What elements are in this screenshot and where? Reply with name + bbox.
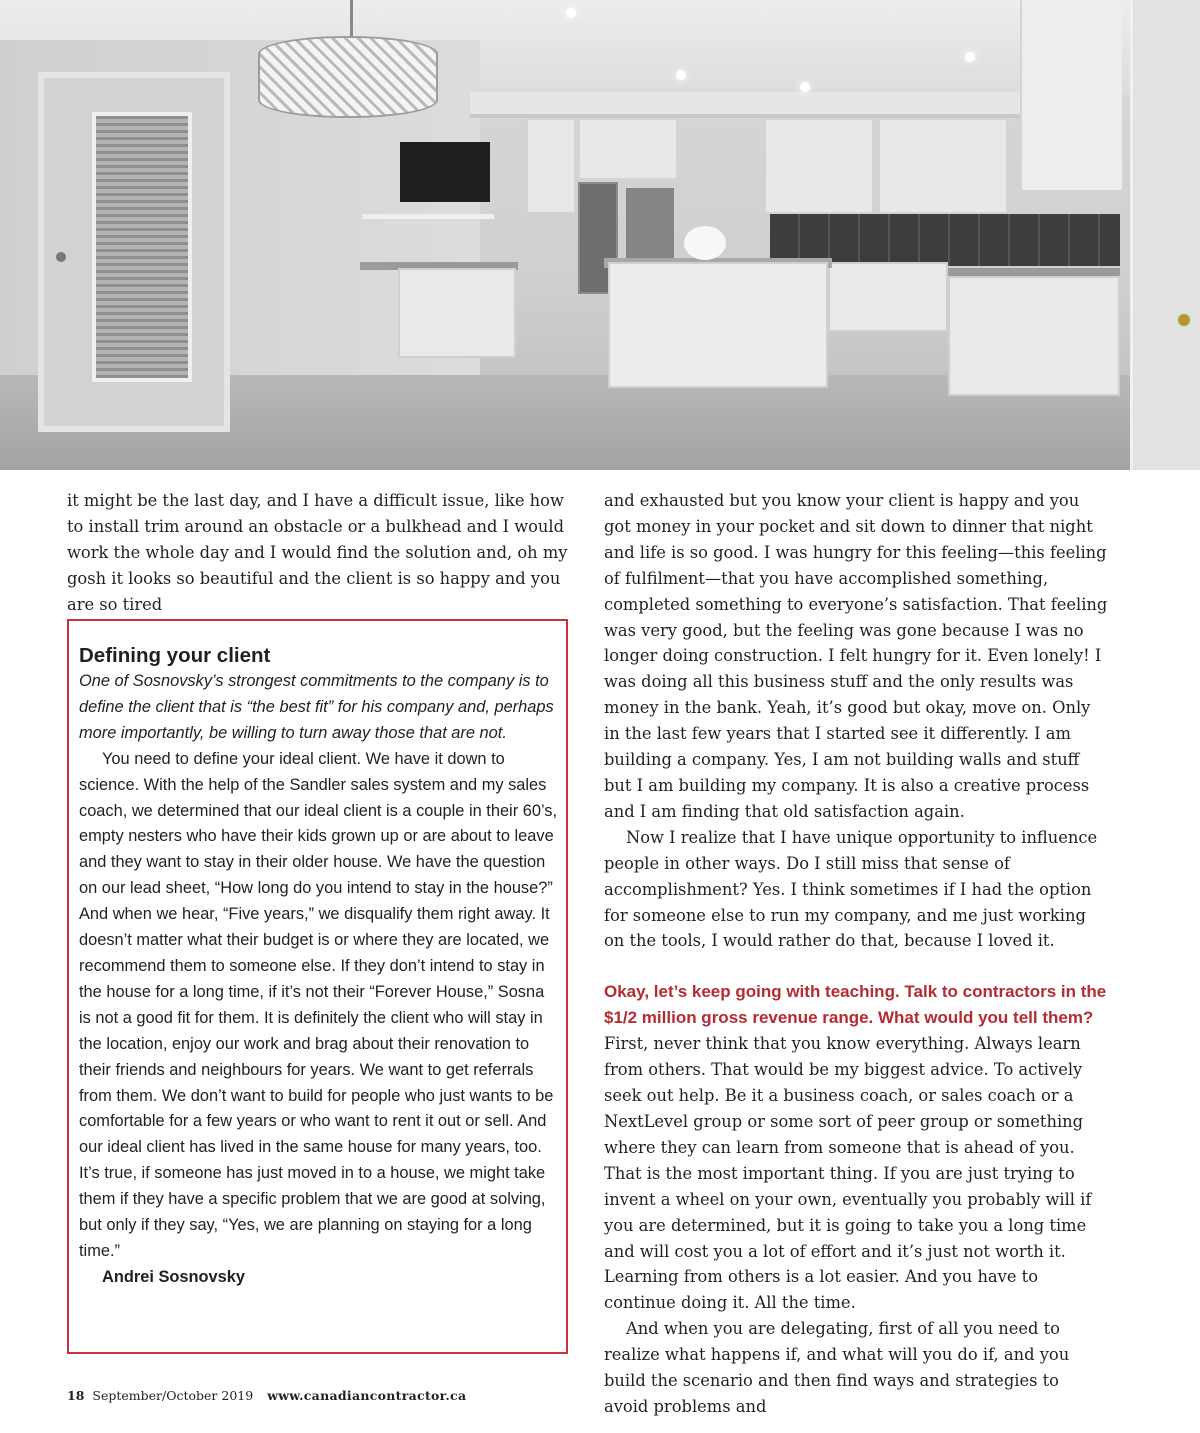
sidebar-body: You need to define your ideal client. We have it down to science. With the help of the Sandler sales system and my sales coach, we determined that our ideal client is a couple in their 60’s, empty nesters who have their kids grown up or are about to leave and they want to stay in their older house. We have the question on our lead sheet, “How long do you intend to stay in the house?” And when we hear, “Five years,” we disqualify them right away. It doesn’t matter what their budget is or where they are located, we recommend them to someone else. If they don’t intend to stay in the house for a long time, if it’s not their “Forever House,” Sosna is not a good fit for them. It is definitely the client who will stay in the location, enjoy our work and brag about their renovation to their friends and neighbours for years. We want to get referrals from them. We don’t want to build for people who just wants to be comfortable for a few years or who want to rent it out or sell. And our ideal client has lived in the same house for many years, too. It’s true, if someone has just moved in to a house, we might take them if they have a specific problem that we are good at solving, but only if they say, “Yes, we are planning on staying for a long time.” [79,749,558,1260]
right-paragraph-4: And when you are delegating, first of all you need to realize what happens if, and what will you do if, and you build the scenario and then find ways and strategies to avoid problems and [604,1319,1070,1416]
issue-date: September/October 2019 [92,1388,254,1403]
left-paragraph: it might be the last day, and I have a difficult issue, like how to install trim around an obstacle or a bulkhead and I would work the whole day and I would find the solution and, oh my gosh it looks so beautiful and the client is so happy and you are so tired [67,491,568,614]
right-paragraph-2: Now I realize that I have unique opportunity to influence people in other ways. Do I still miss that sense of accomplishment? Yes. I think sometimes if I had the option for someone else to run my company, and me just working on the tools, I would rather do that, because I loved it. [604,827,1098,951]
sidebar-box [67,619,568,1354]
right-paragraph-3: First, never think that you know everything. Always learn from others. That would be my biggest advice. To actively seek out help. Be it a business coach, or sales coach or a NextLevel group or some sort of peer group or something where they can learn from someone that is ahead of you. That is the most important thing. If you are just trying to invent a wheel on your own, eventually you probably will if you are determined, but it is going to take you a long time and will cost you a lot of effort and it’s just not worth it. Learning from others is a lot easier. And you have to continue doing it. All the time. [604,1034,1092,1313]
right-paragraph-1: and exhausted but you know your client is happy and you got money in your pocket and sit down to dinner that night and life is so good. I was hungry for this feeling—this feeling of fulfilment—that you have accomplished something, completed something to everyone’s satisfaction. That feeling was very good, but the feeling was gone because I was no longer doing construction. I felt hungry for it. Even lonely! I was doing all this business stuff and the only results was money in the bank. Yeah, it’s good but okay, move on. Only in the last few years that I started see it differently. I am building a company. Yes, I am not building walls and stuff but I am building my company. It is also a creative process and I am finding that old satisfaction again. [604,491,1108,821]
sidebar-signature: Andrei Sosnovsky [102,1267,246,1286]
left-column [67,488,569,618]
kitchen-photo [0,0,1200,470]
page-folio [67,1388,466,1403]
interview-question: Okay, let’s keep going with teaching. Talk to contractors in the $1/2 million gross revenue range. What would you tell them? [604,982,1107,1028]
website-url: www.canadiancontractor.ca [267,1388,467,1403]
page-number: 18 [67,1388,85,1403]
sidebar-intro: One of Sosnovsky’s strongest commitments to the company is to define the client that is “the best fit” for his company and, perhaps more importantly, be willing to turn away those that are not. [79,672,554,742]
right-column [604,488,1108,1420]
sidebar-heading: Defining your client [79,644,271,667]
